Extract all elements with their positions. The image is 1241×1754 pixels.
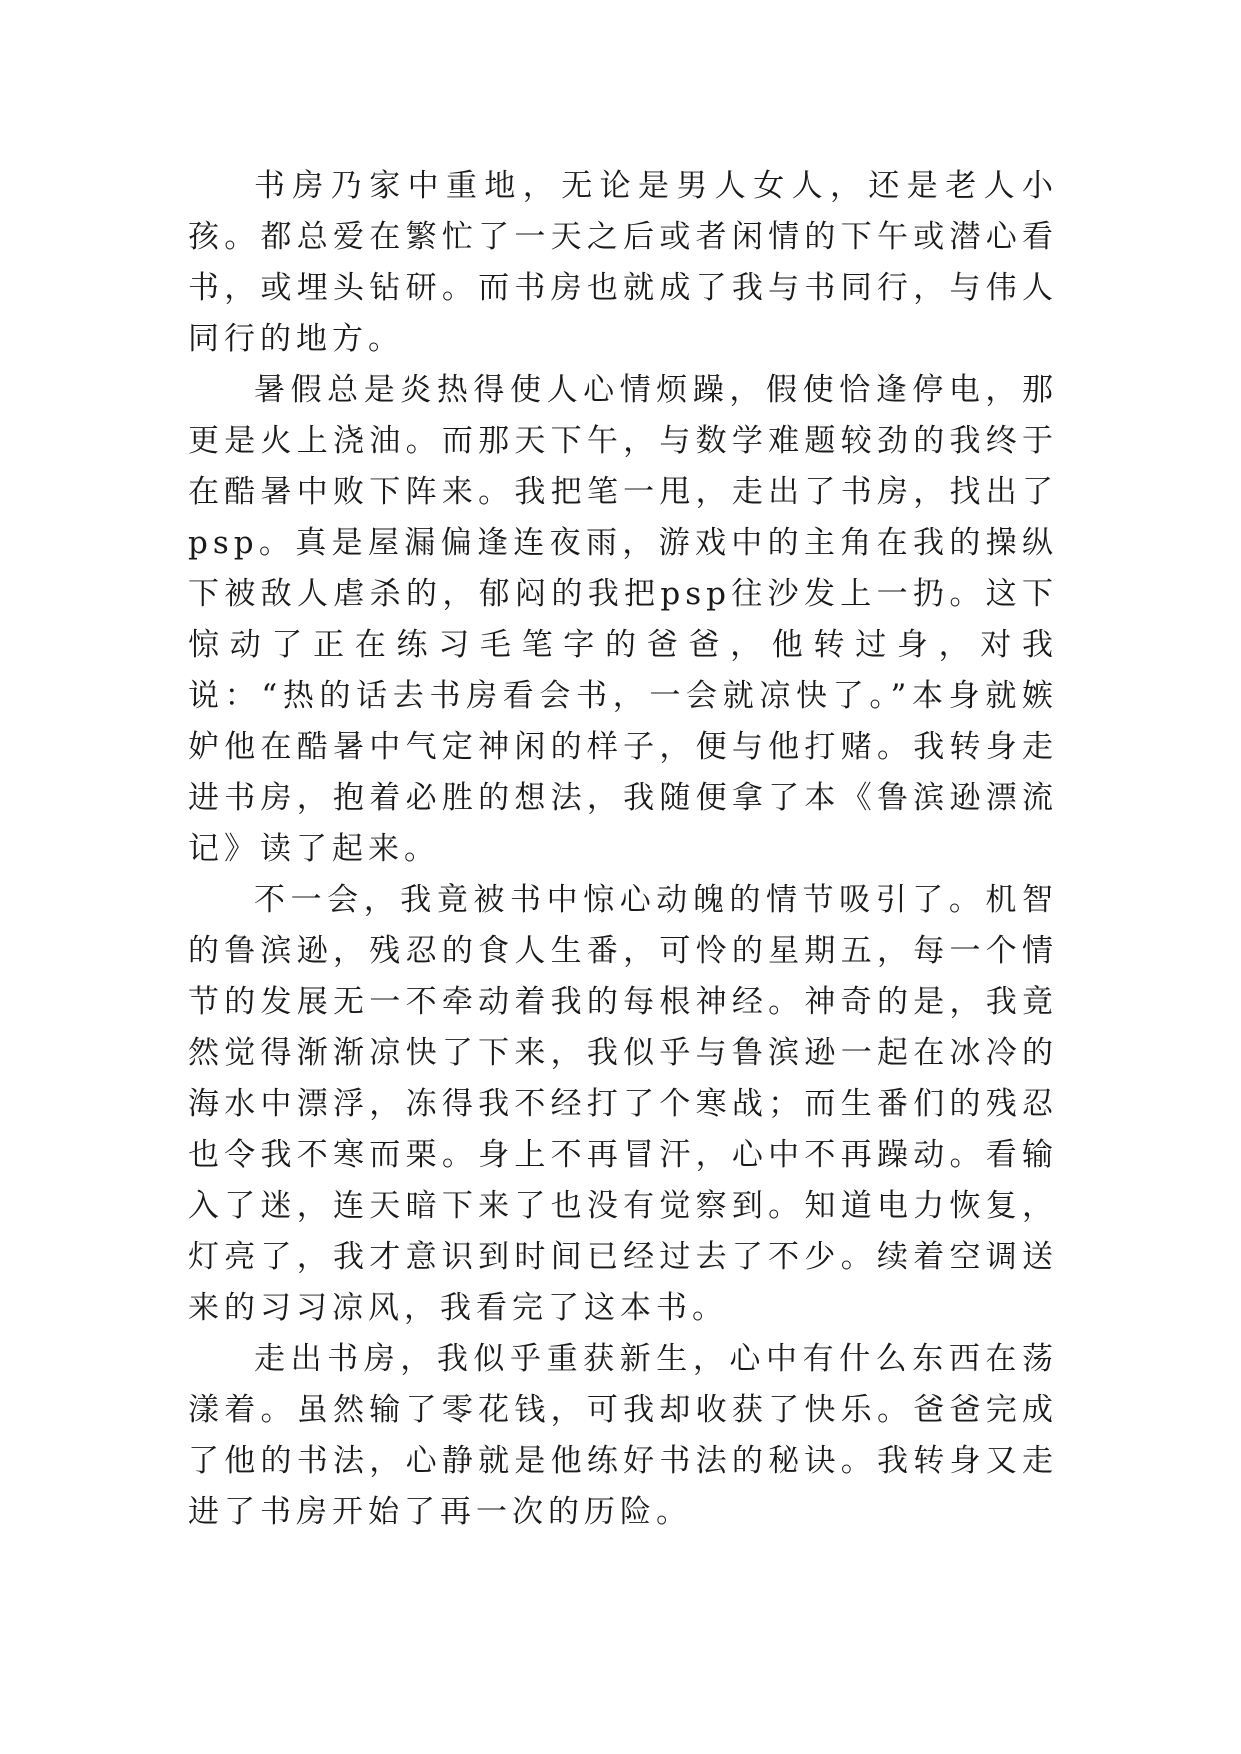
paragraph-1: 书房乃家中重地，无论是男人女人，还是老人小孩。都总爱在繁忙了一天之后或者闲情的下午或潜心看书，或埋头钻研。而书房也就成了我与书同行，与伟人同行的地方。	[188, 168, 1058, 357]
paragraph-3: 不一会，我竟被书中惊心动魄的情节吸引了。机智的鲁滨逊，残忍的食人生番，可怜的星期五，每一个情节的发展无一不牵动着我的每根神经。神奇的是，我竟然觉得渐渐凉快了下来，我似乎与鲁滨逊一起在冰冷的海水中漂浮，冻得我不经打了个寒战；而生番们的残忍也令我不寒而栗。身上不再冒汗，心中不再躁动。看输入了迷，连天暗下来了也没有觉察到。知道电力恢复，灯亮了，我才意识到时间已经过去了不少。续着空调送来的习习凉风，我看完了这本书。	[188, 882, 1058, 1326]
paragraph-2: 暑假总是炎热得使人心情烦躁，假使恰逢停电，那更是火上浇油。而那天下午，与数学难题较劲的我终于在酷暑中败下阵来。我把笔一甩，走出了书房，找出了psp。真是屋漏偏逢连夜雨，游戏中的主角在我的操纵下被敌人虐杀的，郁闷的我把psp往沙发上一扔。这下惊动了正在练习毛笔字的爸爸，他转过身，对我说：“热的话去书房看会书，一会就凉快了。”本身就嫉妒他在酷暑中气定神闲的样子，便与他打赌。我转身走进书房，抱着必胜的想法，我随便拿了本《鲁滨逊漂流记》读了起来。	[188, 372, 1058, 867]
document-body	[188, 161, 1058, 1538]
paragraph-4: 走出书房，我似乎重获新生，心中有什么东西在荡漾着。虽然输了零花钱，可我却收获了快乐。爸爸完成了他的书法，心静就是他练好书法的秘诀。我转身又走进了书房开始了再一次的历险。	[188, 1341, 1058, 1530]
